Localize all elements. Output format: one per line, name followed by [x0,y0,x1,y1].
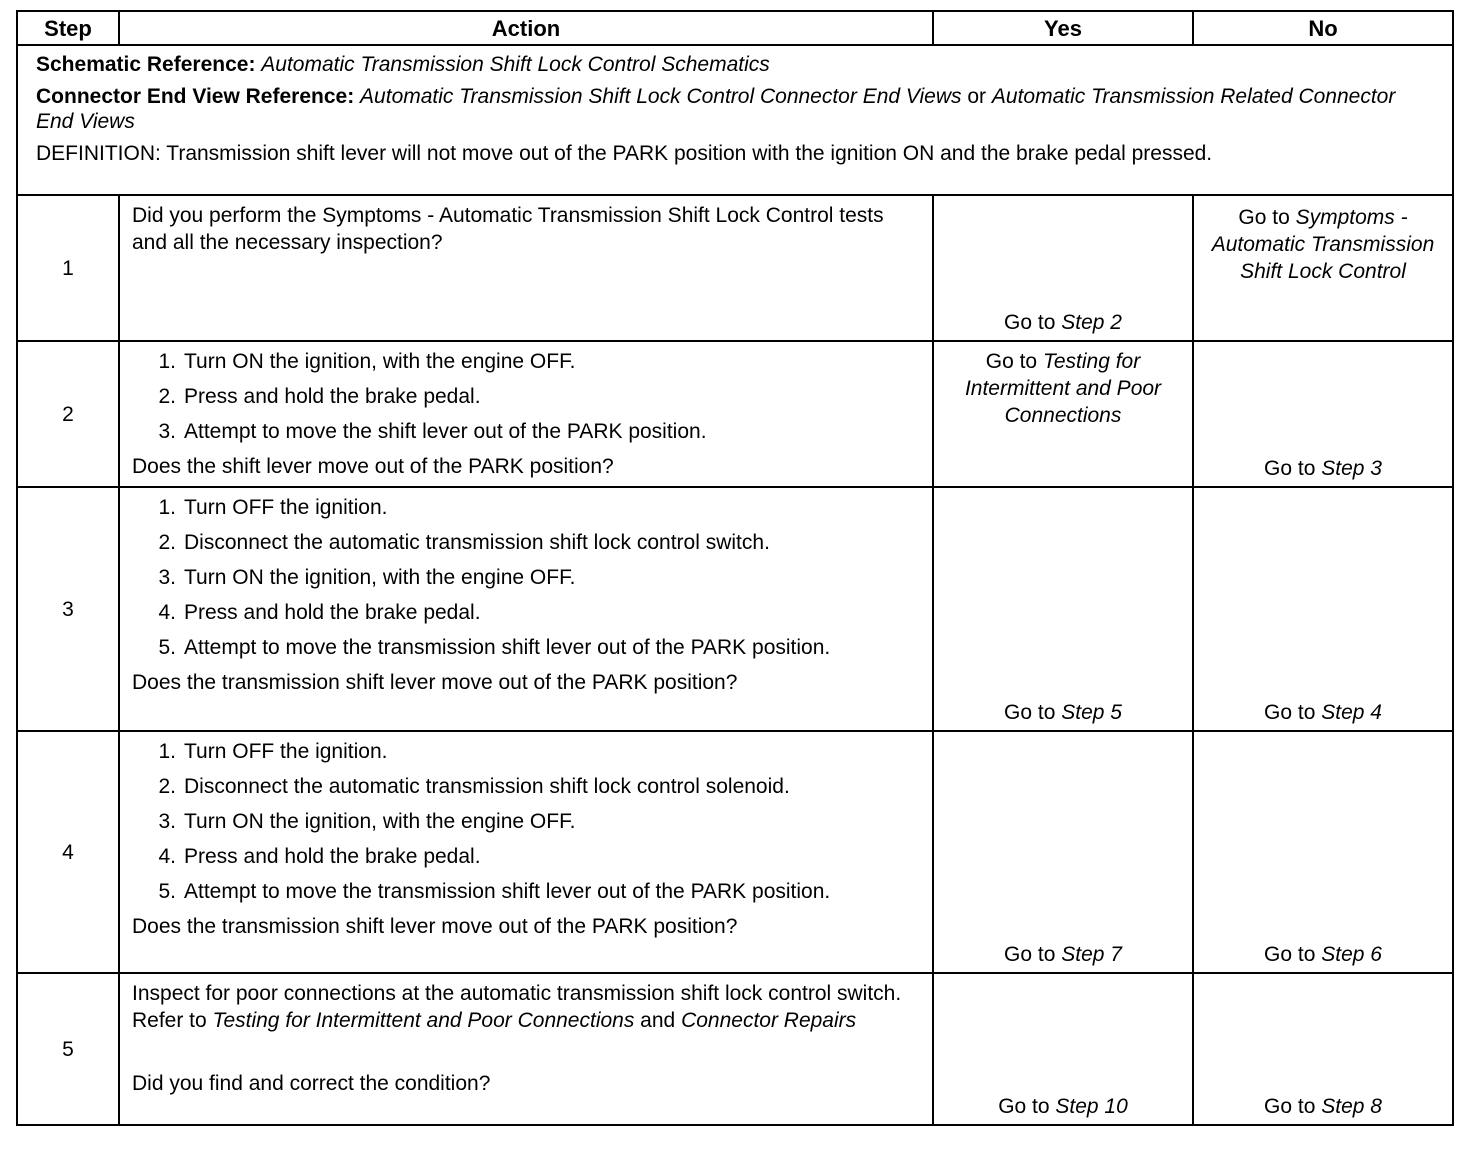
table-row [17,341,1453,487]
yes-cell [933,487,1193,731]
yes-prefix: Go to [1004,311,1062,334]
definition-text: DEFINITION: Transmission shift lever will not move out of the PARK position with the ignition ON and the brake pedal pressed. [36,142,1213,165]
step-number: 3 [17,487,119,731]
yes-prefix: Go to [1004,701,1062,724]
yes-cell [933,195,1193,341]
schematic-link[interactable]: Automatic Transmission Shift Lock Control Schematics [261,53,770,76]
schematic-label: Schematic Reference: [36,53,256,76]
action-steps [132,494,922,661]
header-action: Action [119,11,933,45]
action-cell [119,973,933,1125]
list-item: 3. Attempt to move the shift lever out of the PARK position. [158,420,707,443]
yes-link[interactable]: Step 2 [1061,311,1122,334]
no-cell [1193,195,1453,341]
step-number: 4 [17,731,119,973]
action-question: Did you perform the Symptoms - Automatic Transmission Shift Lock Control tests and all the necessary inspection? [132,204,884,254]
action-cell [119,195,933,341]
action-steps [132,348,922,445]
table-row [17,487,1453,731]
action-question: Did you find and correct the condition? [132,1072,491,1095]
action-cell [119,341,933,487]
yes-cell [933,731,1193,973]
intermittent-link[interactable]: Testing for Intermittent and Poor Connections [212,1009,635,1032]
action-question: Does the transmission shift lever move out of the PARK position? [132,671,738,694]
no-cell [1193,731,1453,973]
connector-or: or [967,85,987,108]
yes-prefix: Go to [998,1095,1056,1118]
connector-link-2[interactable]: Automatic Transmission Related Connector End Views [36,85,1396,133]
list-item: 1. Turn OFF the ignition. [158,496,388,519]
reference-row [17,45,1453,195]
list-item: 1. Turn ON the ignition, with the engine OFF. [158,350,576,373]
diagnostic-table [16,10,1454,1126]
no-cell [1193,973,1453,1125]
table-row [17,973,1453,1125]
yes-prefix: Go to [1004,943,1062,966]
header-no: No [1193,11,1453,45]
list-item: 2. Press and hold the brake pedal. [158,385,481,408]
list-item: 2. Disconnect the automatic transmission shift lock control switch. [158,531,770,554]
no-cell [1193,487,1453,731]
yes-prefix: Go to [985,350,1043,373]
step-number: 1 [17,195,119,341]
header-step: Step [17,11,119,45]
list-item: 3. Turn ON the ignition, with the engine OFF. [158,566,576,589]
yes-link[interactable]: Step 7 [1061,943,1122,966]
no-link[interactable]: Step 4 [1321,701,1382,724]
action-cell [119,731,933,973]
no-link[interactable]: Step 6 [1321,943,1382,966]
table-row [17,731,1453,973]
list-item: 5. Attempt to move the transmission shift lever out of the PARK position. [158,636,831,659]
list-item: 4. Press and hold the brake pedal. [158,601,481,624]
connector-repairs-link[interactable]: Connector Repairs [681,1009,857,1032]
reference-cell [17,45,1453,195]
action-cell [119,487,933,731]
step-number: 5 [17,973,119,1125]
action-question: Does the shift lever move out of the PARK position? [132,455,614,478]
schematic-reference [36,52,1434,77]
connector-link-1[interactable]: Automatic Transmission Shift Lock Control Connector End Views [360,85,962,108]
no-prefix: Go to [1264,943,1322,966]
connector-label: Connector End View Reference: [36,85,355,108]
header-yes: Yes [933,11,1193,45]
no-prefix: Go to [1264,1095,1322,1118]
no-prefix: Go to [1238,206,1296,229]
yes-cell [933,973,1193,1125]
list-item: 5. Attempt to move the transmission shift lever out of the PARK position. [158,880,831,903]
action-question: Does the transmission shift lever move out of the PARK position? [132,915,738,938]
table-row [17,195,1453,341]
no-link[interactable]: Step 3 [1321,457,1382,480]
no-prefix: Go to [1264,457,1322,480]
no-link[interactable]: Symptoms - Automatic Transmission Shift Lock Control [1211,206,1435,283]
yes-cell [933,341,1193,487]
no-link[interactable]: Step 8 [1321,1095,1382,1118]
action-steps [132,738,922,905]
list-item: 2. Disconnect the automatic transmission shift lock control solenoid. [158,775,790,798]
action-text: Inspect for poor connections at the automatic transmission shift lock control switch. Refer to Testing for Intermittent and Poor Connections and Connector Repairs [132,982,902,1032]
connector-reference [36,84,1434,134]
yes-link[interactable]: Testing for Intermittent and Poor Connections [964,350,1162,427]
step-number: 2 [17,341,119,487]
no-cell [1193,341,1453,487]
list-item: 1. Turn OFF the ignition. [158,740,388,763]
list-item: 3. Turn ON the ignition, with the engine OFF. [158,810,576,833]
yes-link[interactable]: Step 10 [1055,1095,1128,1118]
diagnostic-table-page [16,10,1452,1126]
header-row [17,11,1453,45]
no-prefix: Go to [1264,701,1322,724]
yes-link[interactable]: Step 5 [1061,701,1122,724]
list-item: 4. Press and hold the brake pedal. [158,845,481,868]
